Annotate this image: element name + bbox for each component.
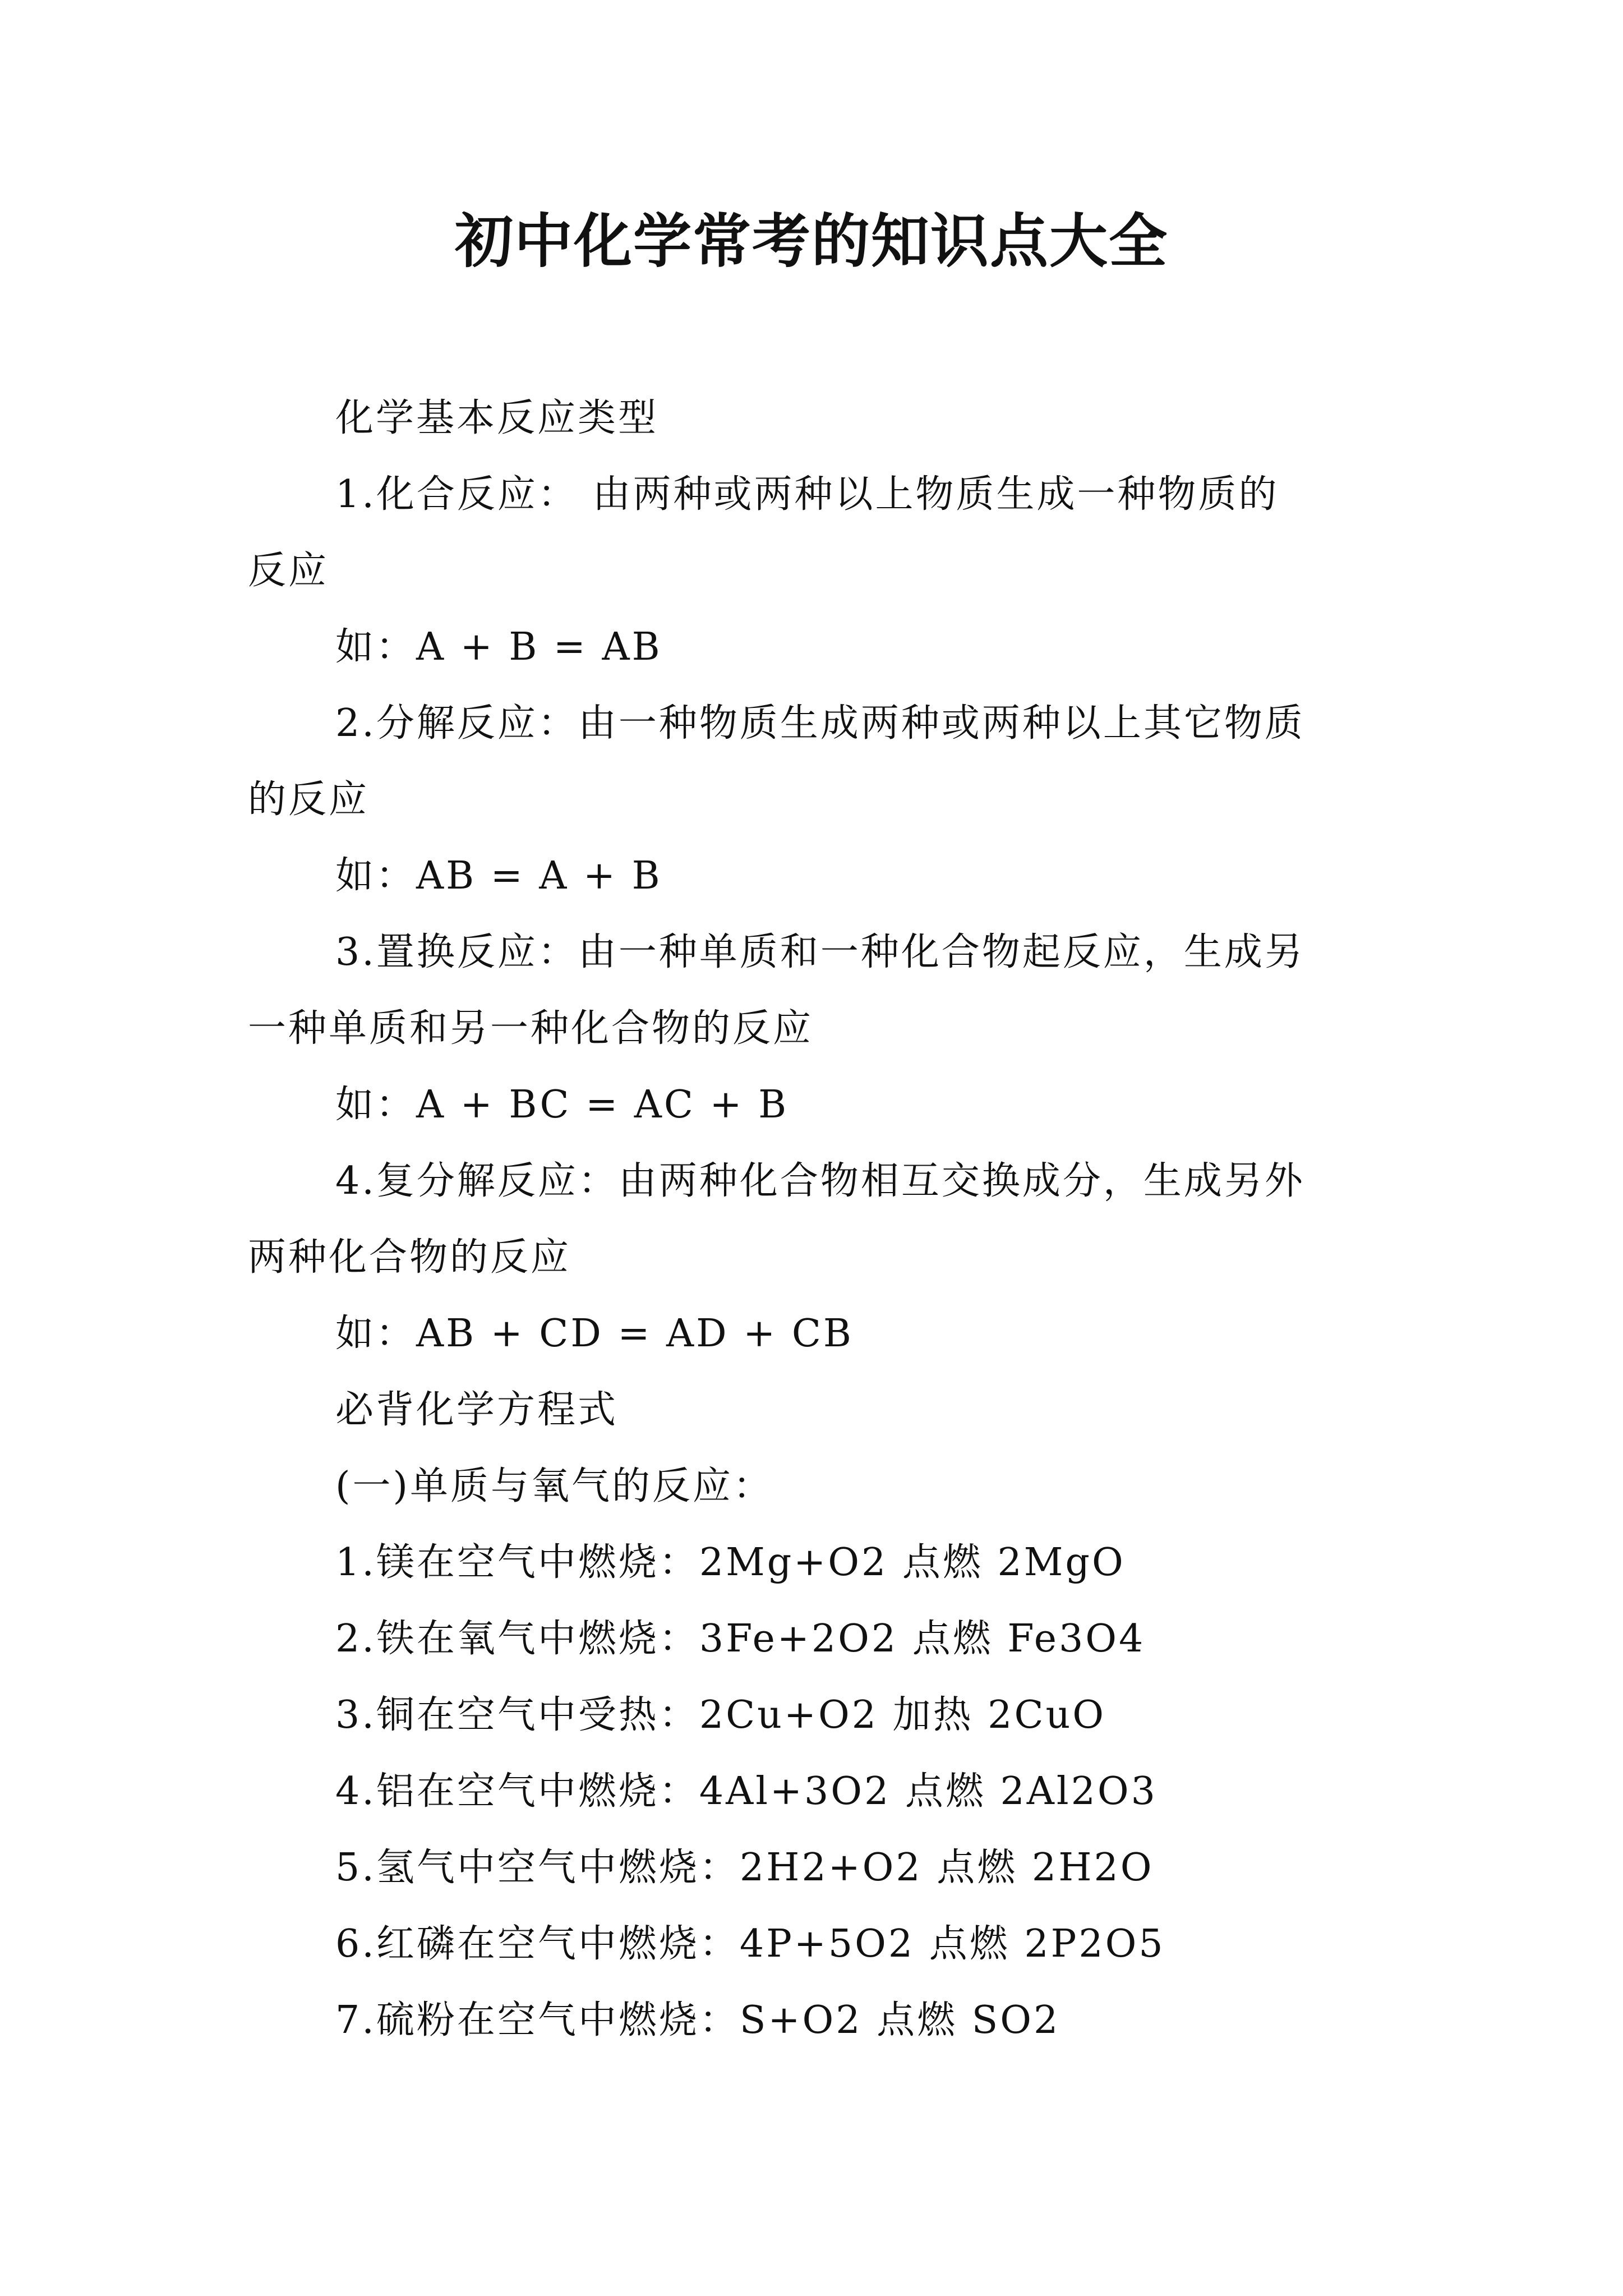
equation-line: 2.铁在氧气中燃烧：3Fe+2O2 点燃 Fe3O4 (335, 1617, 1146, 1661)
equation-line: 3.铜在空气中受热：2Cu+O2 加热 2CuO (335, 1693, 1106, 1737)
paragraph-line: 的反应 (248, 777, 370, 822)
document-body (248, 380, 1392, 2059)
paragraph-line: 2.分解反应：由一种物质生成两种或两种以上其它物质 (335, 701, 1305, 746)
paragraph-line: 如：AB = A + B (335, 854, 662, 898)
subsection-heading: (一)单质与氧气的反应： (335, 1464, 774, 1508)
section-heading: 必背化学方程式 (335, 1388, 619, 1432)
paragraph-line: 1.化合反应： 由两种或两种以上物质生成一种物质的 (335, 472, 1279, 517)
paragraph-line: 两种化合物的反应 (248, 1235, 571, 1280)
paragraph-line: 一种单质和另一种化合物的反应 (248, 1006, 814, 1051)
paragraph-line: 反应 (248, 549, 329, 593)
equation-line: 6.红磷在空气中燃烧：4P+5O2 点燃 2P2O5 (335, 1922, 1165, 1966)
equation-line: 4.铝在空气中燃烧：4Al+3O2 点燃 2Al2O3 (335, 1769, 1158, 1814)
paragraph-line: 3.置换反应：由一种单质和一种化合物起反应，生成另 (335, 930, 1305, 974)
paragraph-line: 4.复分解反应：由两种化合物相互交换成分，生成另外 (335, 1159, 1305, 1203)
paragraph-line: 化学基本反应类型 (335, 396, 659, 440)
equation-line: 1.镁在空气中燃烧：2Mg+O2 点燃 2MgO (335, 1540, 1126, 1585)
equation-line: 5.氢气中空气中燃烧：2H2+O2 点燃 2H2O (335, 1846, 1154, 1890)
paragraph-line: 如：A + B = AB (335, 625, 662, 669)
paragraph-line: 如：A + BC = AC + B (335, 1083, 789, 1127)
paragraph-line: 如：AB + CD = AD + CB (335, 1312, 854, 1356)
equation-line: 7.硫粉在空气中燃烧：S+O2 点燃 SO2 (335, 1998, 1061, 2042)
document-title: 初中化学常考的知识点大全 (454, 206, 1168, 275)
